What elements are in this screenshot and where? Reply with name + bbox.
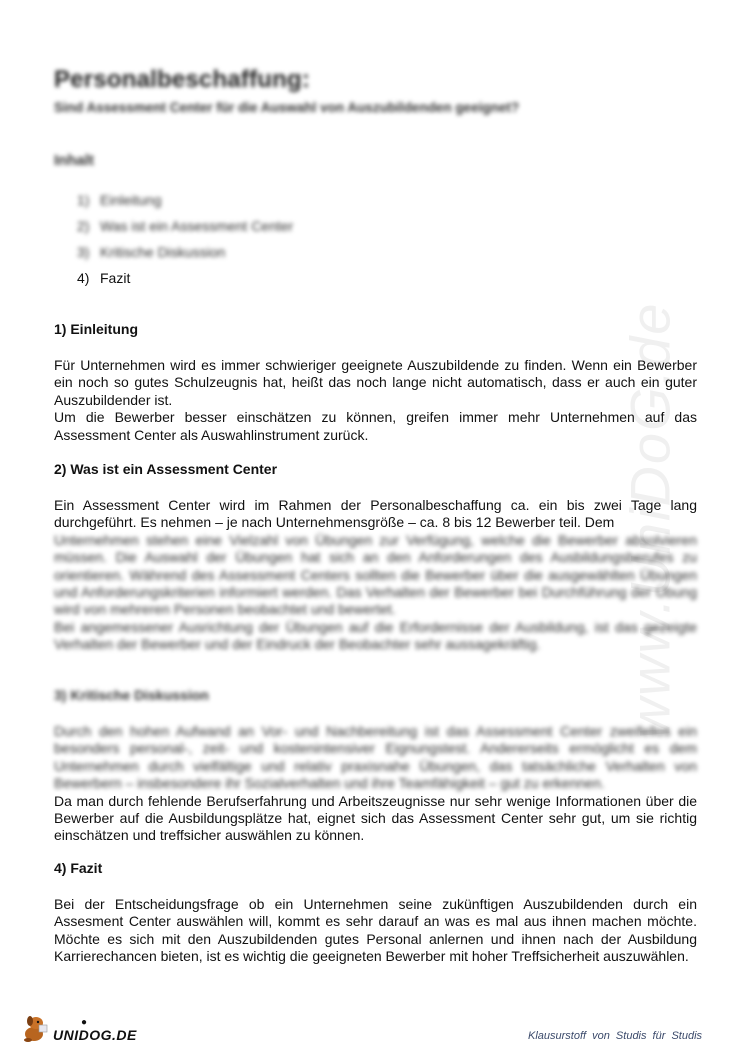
toc-number: 1) [77, 192, 90, 208]
section-body-fazit [54, 896, 697, 966]
paragraph-blurred: Unternehmen stehen eine Vielzahl von Übungen zur Verfügung, welche die Bewerber absolvieren müssen. Die Auswahl der Übungen hat sich an den Anforderungen des Ausbildungsberufes zu orientieren. Während des Assessment Centers sollten die Bewerber über die ausgewählten Übungen und Anforderungskriterien informiert werden. Das Verhalten der Bewerber bei Durchführung der Übung wird von mehreren Personen beobachtet und bewertet. [54, 531, 697, 618]
dog-mascot-icon [22, 1013, 50, 1043]
section-body-kritische-diskussion [54, 723, 697, 845]
document-subtitle: Sind Assessment Center für die Auswahl von Auszubildenden geeignet? [54, 100, 520, 115]
paw-icon: ● [81, 1017, 88, 1028]
logo-text [53, 1017, 137, 1043]
paragraph-blurred: Durch den hohen Aufwand an Vor- und Nachbereitung ist das Assessment Center zweifellos ein besonders personal-, zeit- und kostenintensiver Eignungstest. Andererseits ermöglicht es dem Unternehmen durch vielfältige und relativ praxisnahe Übungen, das tatsächliche Verhalten von Bewerbern – insbesondere ihr Sozialverhalten und ihre Teamfähigkeit – gut zu erkennen. [54, 723, 697, 792]
document-title: Personalbeschaffung: [54, 66, 311, 93]
toc-item [77, 216, 293, 242]
section-body-einleitung [54, 357, 697, 444]
toc-item [77, 268, 293, 294]
paragraph: Bei der Entscheidungsfrage ob ein Unternehmen seine zukünftigen Auszubildenden durch ein Assesment Center auswählen will, kommt es sehr darauf an was es mal aus ihnen machen möchte. Möchte es sich mit den Auszubildenden gutes Personal anlernen und ihnen nach der Ausbildung Karrierechancen bieten, ist es wichtig die geeigneten Bewerber mit hoher Treffsicherheit auszuwählen. [54, 896, 697, 965]
paragraph: Ein Assessment Center wird im Rahmen der Personalbeschaffung ca. ein bis zwei Tage lang durchgeführt. Es nehmen – je nach Unternehmensgröße – ca. 8 bis 12 Bewerber teil. Dem [54, 497, 697, 531]
footer-tagline: Klausurstoff von Studis für Studis [528, 1030, 703, 1042]
section-heading-kritische-diskussion: 3) Kritische Diskussion [54, 687, 209, 703]
toc-item [77, 190, 293, 216]
toc-item [77, 242, 293, 268]
toc-label: Fazit [100, 270, 131, 286]
paragraph-blurred: Bei angemessener Ausrichtung der Übungen auf die Erfordernisse der Ausbildung, ist das gezeigte Verhalten der Bewerber und der Eindruck der Beobachter sehr aussagekräftig. [54, 618, 697, 653]
toc-label: Kritische Diskussion [100, 244, 226, 260]
paragraph: Um die Bewerber besser einschätzen zu können, greifen immer mehr Unternehmen auf das Assessment Center als Auswahlinstrument zurück. [54, 409, 697, 443]
section-heading-fazit: 4) Fazit [54, 860, 103, 876]
toc-heading: Inhalt [54, 152, 94, 169]
section-body-assessment-center [54, 497, 697, 654]
toc-number: 3) [77, 244, 90, 260]
toc-number: 4) [77, 270, 90, 286]
unidog-logo[interactable] [22, 1013, 137, 1043]
watermark: www.UniDoG.de [618, 301, 682, 739]
toc-label: Was ist ein Assessment Center [100, 218, 294, 234]
toc-label: Einleitung [100, 192, 162, 208]
paragraph: Für Unternehmen wird es immer schwieriger geeignete Auszubildende zu finden. Wenn ein Bewerber ein noch so gutes Schulzeugnis hat, heißt das noch lange nicht automatisch, dass er auch ein guter Auszubildender ist. [54, 357, 697, 408]
section-heading-assessment-center: 2) Was ist ein Assessment Center [54, 461, 278, 477]
paragraph: Da man durch fehlende Berufserfahrung und Arbeitszeugnisse nur sehr wenige Informationen über die Bewerber auf die Ausbildungsplätze hat, eignet sich das Assessment Center sehr gut, um sie richtig einschätzen und treffsicher auswählen zu können. [54, 792, 697, 844]
toc-number: 2) [77, 218, 90, 234]
section-heading-einleitung: 1) Einleitung [54, 321, 138, 337]
logo-label: UNIDOG.DE [53, 1027, 137, 1043]
table-of-contents [77, 190, 293, 294]
